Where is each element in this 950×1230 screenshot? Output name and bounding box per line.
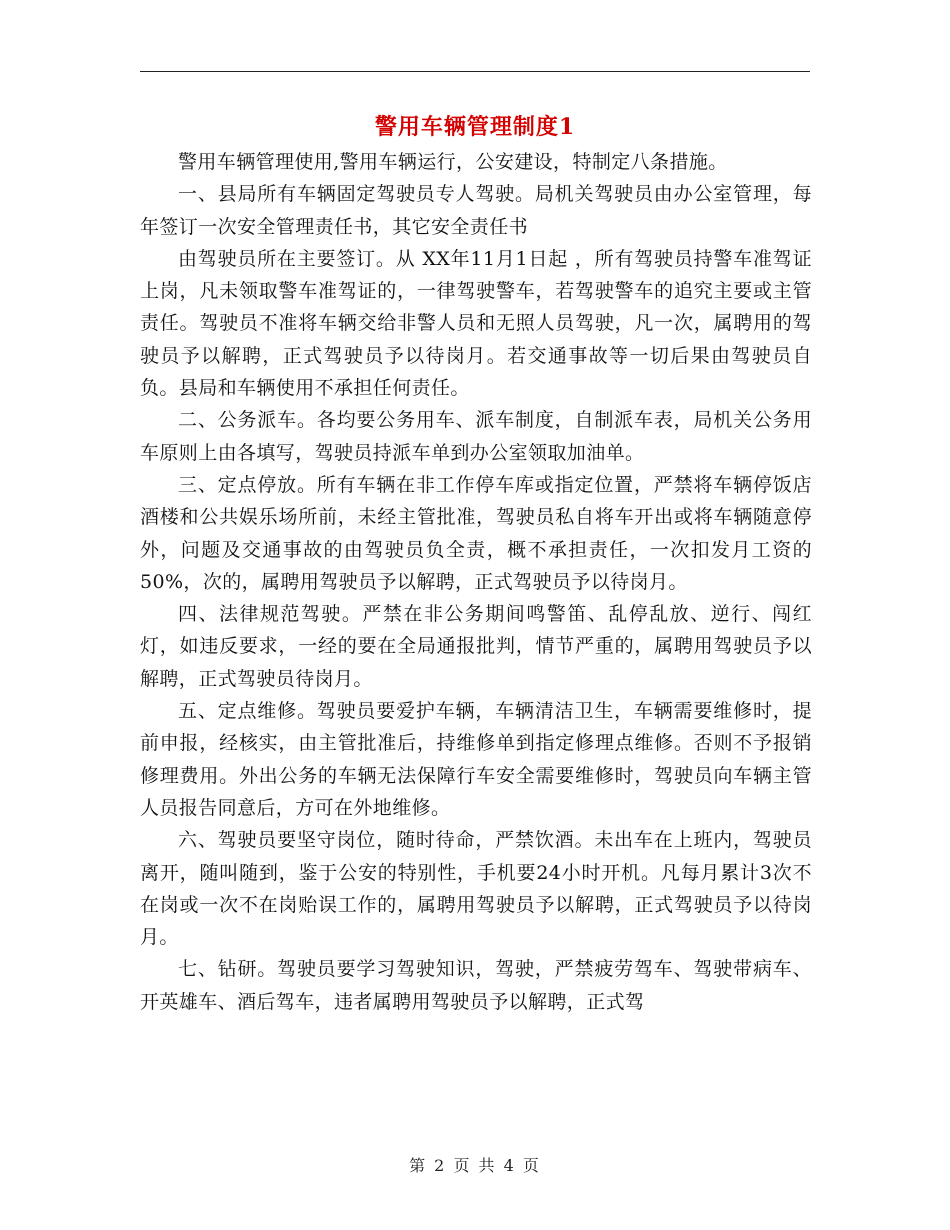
paragraph-6: 六、驾驶员要坚守岗位，随时待命，严禁饮酒。未出车在上班内，驾驶员离开，随叫随到，鉴于公安的特别性，手机要24小时开机。凡每月累计3次不在岗或一次不在岗贻误工作的，属聘用驾驶员予以解聘，正式驾驶员予以待岗月。 (140, 829, 812, 949)
page-number-footer: 第 2 页 共 4 页 (409, 1156, 541, 1175)
document-title: 警用车辆管理制度1 (374, 114, 576, 140)
paragraph-2: 二、公务派车。各均要公务用车、派车制度，自制派车表，局机关公务用车原则上由各填写，驾驶员持派车单到办公室领取加油单。 (140, 409, 812, 464)
paragraph-intro: 警用车辆管理使用,警用车辆运行，公安建设，特制定八条措施。 (178, 151, 728, 173)
header-rule (140, 71, 810, 72)
paragraph-5: 五、定点维修。驾驶员要爱护车辆，车辆清洁卫生，车辆需要维修时，提前申报，经核实，由主管批准后，持维修单到指定修理点维修。否则不予报销修理费用。外出公务的车辆无法保障行车安全需要维修时，驾驶员向车辆主管人员报告同意后，方可在外地维修。 (140, 700, 812, 819)
document-body (140, 146, 812, 1018)
paragraph-1: 一、县局所有车辆固定驾驶员专人驾驶。局机关驾驶员由办公室管理，每年签订一次安全管理责任书，其它安全责任书 (140, 183, 812, 238)
paragraph-4: 四、法律规范驾驶。严禁在非公务期间鸣警笛、乱停乱放、逆行、闯红灯，如违反要求，一经的要在全局通报批判，情节严重的，属聘用驾驶员予以解聘，正式驾驶员待岗月。 (140, 603, 812, 690)
paragraph-1-continued: 由驾驶员所在主要签订。从 XX年11月1日起 ，所有驾驶员持警车准驾证上岗，凡未领取警车准驾证的，一律驾驶警车，若驾驶警车的追究主要或主管责任。驾驶员不准将车辆交给非警人员和无照人员驾驶，凡一次，属聘用的驾驶员予以解聘，正式驾驶员予以待岗月。若交通事故等一切后果由驾驶员自负。县局和车辆使用不承担任何责任。 (140, 247, 812, 400)
paragraph-7: 七、钻研。驾驶员要学习驾驶知识，驾驶，严禁疲劳驾车、驾驶带病车、开英雄车、酒后驾车，违者属聘用驾驶员予以解聘，正式驾 (140, 958, 812, 1013)
paragraph-3: 三、定点停放。所有车辆在非工作停车库或指定位置，严禁将车辆停饭店酒楼和公共娱乐场所前，未经主管批准，驾驶员私自将车开出或将车辆随意停外，问题及交通事故的由驾驶员负全责，概不承担责任，一次扣发月工资的50%，次的，属聘用驾驶员予以解聘，正式驾驶员予以待岗月。 (140, 473, 812, 593)
